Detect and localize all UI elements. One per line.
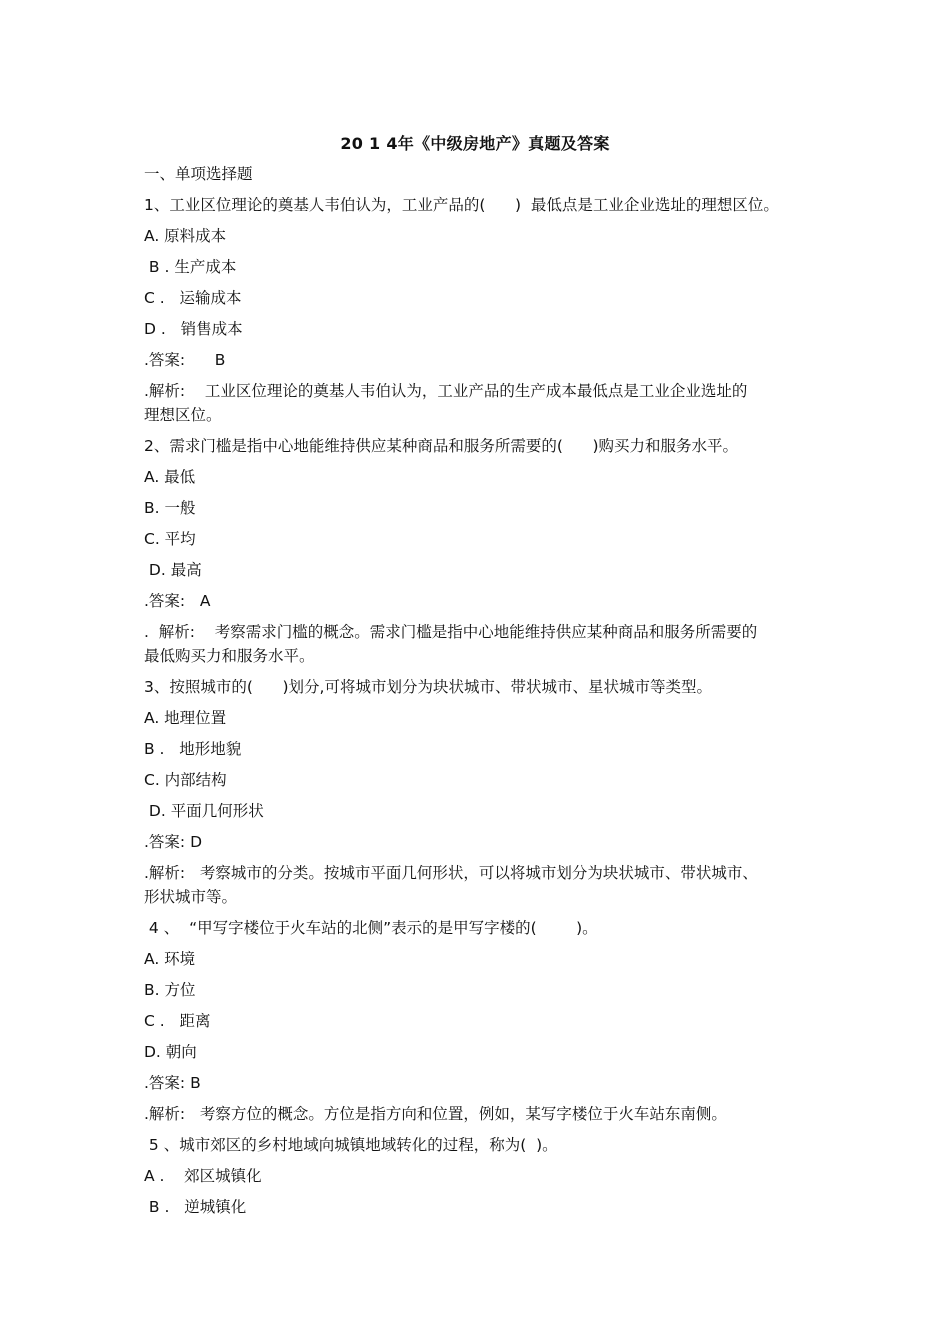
question-3-option-b: B . 地形地貌 xyxy=(144,740,242,758)
question-4-option-b: B. 方位 xyxy=(144,981,196,999)
question-1-option-c: C . 运输成本 xyxy=(144,289,242,307)
question-3-option-a: A. 地理位置 xyxy=(144,709,227,727)
question-1: 1、工业区位理论的奠基人韦伯认为，工业产品的( ) 最低点是工业企业选址的理想区位。 xyxy=(144,196,779,214)
document-title: 20 1 4年《中级房地产》真题及答案 xyxy=(340,134,610,153)
question-4-analysis: .解析: 考察方位的概念。方位是指方向和位置，例如，某写字楼位于火车站东南侧。 xyxy=(144,1105,727,1123)
question-5-option-b: B . 逆城镇化 xyxy=(144,1198,247,1216)
question-3-analysis: .解析: 考察城市的分类。按城市平面几何形状，可以将城市划分为块状城市、带状城市、 形状城市等。 xyxy=(144,864,758,906)
question-2: 2、需求门槛是指中心地能维持供应某种商品和服务所需要的( )购买力和服务水平。 xyxy=(144,437,739,455)
question-3-answer: .答案: D xyxy=(144,833,203,851)
question-4-option-a: A. 环境 xyxy=(144,950,196,968)
question-1-analysis: .解析: 工业区位理论的奠基人韦伯认为，工业产品的生产成本最低点是工业企业选址的 理想区位。 xyxy=(144,382,748,424)
question-1-option-a: A. 原料成本 xyxy=(144,227,227,245)
question-4-option-c: C . 距离 xyxy=(144,1012,211,1030)
question-2-option-a: A. 最低 xyxy=(144,468,196,486)
question-1-option-d: D . 销售成本 xyxy=(144,320,243,338)
question-4: 4 、 “甲写字楼位于火车站的北侧”表示的是甲写字楼的( )。 xyxy=(144,919,598,937)
question-2-option-d: D. 最高 xyxy=(144,561,202,579)
question-3: 3、按照城市的( )划分,可将城市划分为块状城市、带状城市、星状城市等类型。 xyxy=(144,678,712,696)
question-5-option-a: A . 郊区城镇化 xyxy=(144,1167,262,1185)
section-heading: 一、单项选择题 xyxy=(144,165,253,183)
question-3-option-d: D. 平面几何形状 xyxy=(144,802,264,820)
question-2-option-b: B. 一般 xyxy=(144,499,196,517)
question-1-option-b: B . 生产成本 xyxy=(144,258,237,276)
question-4-answer: .答案: B xyxy=(144,1074,201,1092)
question-2-option-c: C. 平均 xyxy=(144,530,196,548)
question-1-answer: .答案: B xyxy=(144,351,226,369)
question-2-answer: .答案: A xyxy=(144,592,211,610)
question-2-analysis: . 解析: 考察需求门槛的概念。需求门槛是指中心地能维持供应某种商品和服务所需要的 最低购买力和服务水平。 xyxy=(144,623,758,665)
question-5: 5 、城市郊区的乡村地域向城镇地域转化的过程，称为( )。 xyxy=(144,1136,558,1154)
question-4-option-d: D. 朝向 xyxy=(144,1043,197,1061)
document-body xyxy=(144,162,824,1226)
question-3-option-c: C. 内部结构 xyxy=(144,771,227,789)
